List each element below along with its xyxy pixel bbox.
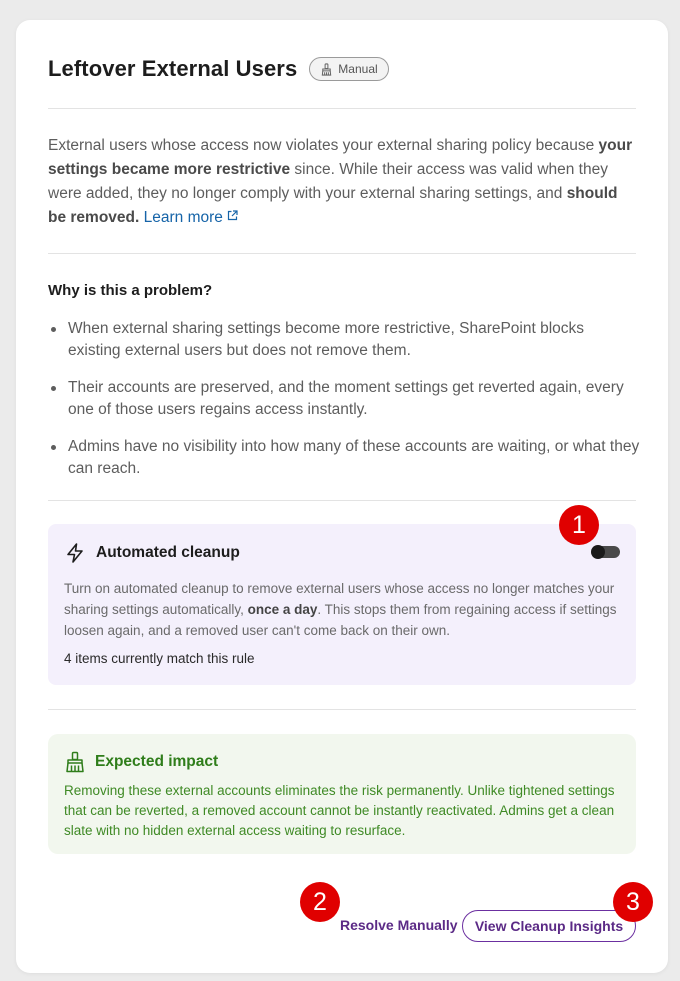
expected-impact-description: Removing these external accounts eliminates the risk permanently. Unlike tightened settings that can be reverted, a removed account cannot be instantly reactivated. Admins get a clean slate with no hidden external access waiting to resurface. <box>64 783 615 838</box>
automated-cleanup-title: Automated cleanup <box>96 544 240 561</box>
learn-more-label: Learn more <box>143 209 223 226</box>
description-text: . This stops them from regaining access if settings loosen again, and a removed user can't come back on their own. <box>64 602 617 638</box>
annotation-marker-1: 1 <box>559 505 599 545</box>
divider <box>48 108 636 109</box>
description-emphasis: your settings became more restrictive <box>48 137 633 178</box>
description-emphasis: should be removed. <box>48 185 618 226</box>
list-item: Their accounts are preserved, and the moment settings get reverted again, every one of those users regains access instantly. <box>48 377 640 421</box>
expected-impact-header <box>64 751 218 773</box>
external-link-icon <box>227 210 238 221</box>
automated-cleanup-description <box>64 578 624 641</box>
card-header <box>48 56 389 82</box>
expected-impact-panel <box>48 734 636 854</box>
description-text: since. While their access was valid when they were added, they no longer comply with your external sharing settings, and <box>48 161 608 202</box>
manual-badge <box>309 57 388 81</box>
problem-list <box>48 318 640 495</box>
description-text: External users whose access now violates your external sharing policy because <box>48 137 599 154</box>
section-heading: Why is this a problem? <box>48 282 213 299</box>
automated-cleanup-header <box>64 542 240 564</box>
resolve-manually-button[interactable]: Resolve Manually <box>340 917 458 933</box>
lightning-icon <box>64 542 86 564</box>
rule-card <box>16 20 668 973</box>
match-count: 4 items currently match this rule <box>64 651 255 666</box>
broom-icon <box>64 751 86 773</box>
rule-description <box>48 134 638 230</box>
divider <box>48 709 636 710</box>
annotation-marker-3: 3 <box>613 882 653 922</box>
learn-more-link[interactable] <box>144 209 238 226</box>
page-title: Leftover External Users <box>48 56 298 81</box>
broom-icon <box>320 63 333 76</box>
divider <box>48 500 636 501</box>
automated-cleanup-panel <box>48 524 636 685</box>
divider <box>48 253 636 254</box>
description-emphasis: once a day <box>247 602 318 617</box>
badge-label: Manual <box>338 62 378 76</box>
automated-cleanup-toggle[interactable] <box>592 546 620 558</box>
description-text: Turn on automated cleanup to remove external users whose access no longer matches your sharing settings automatically, <box>64 581 615 617</box>
view-cleanup-insights-button[interactable]: View Cleanup Insights <box>462 910 636 942</box>
expected-impact-title: Expected impact <box>95 753 219 770</box>
list-item: Admins have no visibility into how many of these accounts are waiting, or what they can reach. <box>48 436 640 480</box>
toggle-knob <box>591 545 605 559</box>
annotation-marker-2: 2 <box>300 882 340 922</box>
list-item: When external sharing settings become more restrictive, SharePoint blocks existing external users but does not remove them. <box>48 318 640 362</box>
